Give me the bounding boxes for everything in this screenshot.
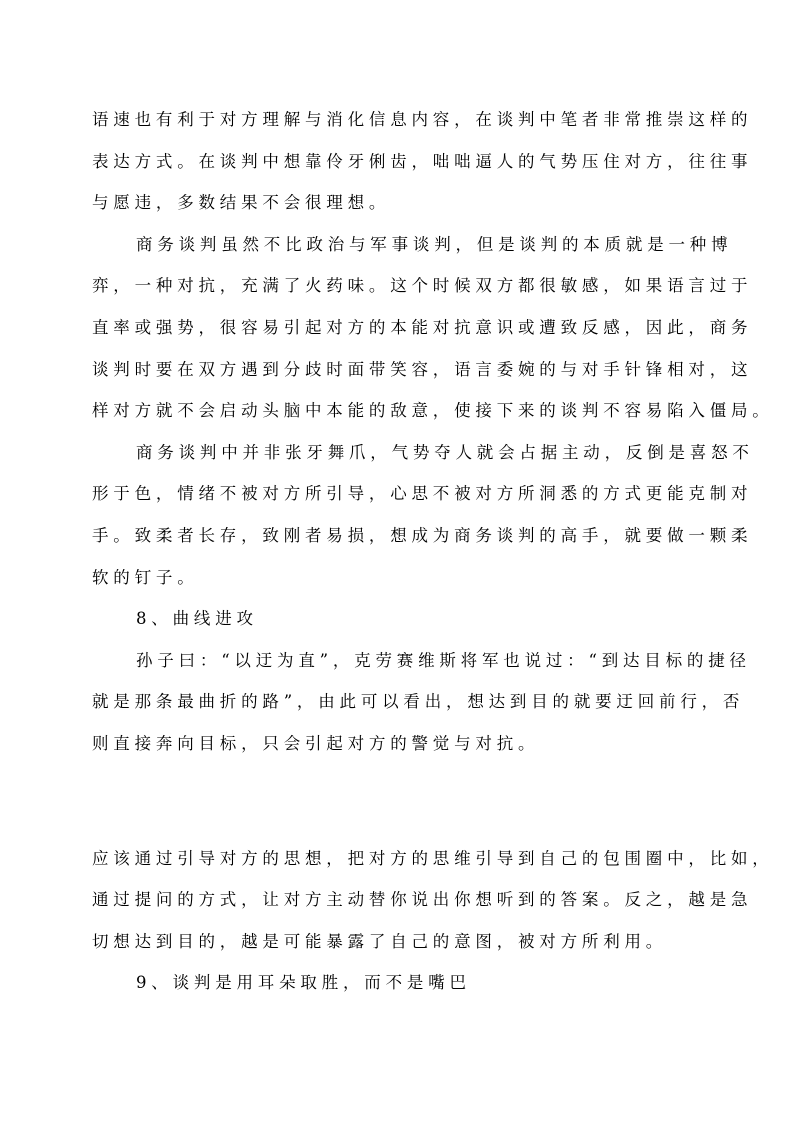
text-line: 手。致柔者长存，致刚者易损，想成为商务谈判的高手，就要做一颗柔 [92,525,753,545]
text-line: 谈判时要在双方遇到分歧时面带笑容，语言委婉的与对手针锋相对，这 [92,359,753,379]
text-line: 弈，一种对抗，充满了火药味。这个时候双方都很敏感，如果语言过于 [92,276,753,296]
paragraph-continuation-guide-thinking [92,838,774,963]
text-line: 语速也有利于对方理解与消化信息内容，在谈判中笔者非常推崇这样的 [92,110,753,129]
text-line: 直率或强势，很容易引起对方的本能对抗意识或遭致反感，因此，商务 [92,317,753,337]
text-line: 形于色，情绪不被对方所引导，心思不被对方所洞悉的方式更能克制对 [92,484,753,504]
text-line: 与愿违，多数结果不会很理想。 [92,193,391,213]
text-line: 样对方就不会启动头脑中本能的敌意，使接下来的谈判不容易陷入僵局。 [92,401,774,421]
paragraph-soft-nail [92,432,754,598]
text-line: 则直接奔向目标，只会引起对方的警觉与对抗。 [92,733,540,753]
paragraph-continuation-speech-pace [92,99,753,224]
page-gap [92,765,672,838]
paragraph-sunzi-quote [92,640,751,765]
text-line: 表达方式。在谈判中想靠伶牙俐齿，咄咄逼人的气势压住对方，往往事 [92,151,753,171]
section-heading-8: 8、曲线进攻 [136,609,258,629]
text-line: 通过提问的方式，让对方主动替你说出你想听到的答案。反之，越是急 [92,890,753,910]
text-line: 商务谈判中并非张牙舞爪，气势夺人就会占据主动，反倒是喜怒不 [136,442,754,462]
section-heading-9: 9、谈判是用耳朵取胜，而不是嘴巴 [136,973,471,993]
text-line: 就是那条最曲折的路”，由此可以看出，想达到目的就要迂回前行，否 [92,692,745,712]
text-line: 应该通过引导对方的思想，把对方的思维引导到自己的包围圈中，比如， [92,848,774,868]
document-page [92,99,774,1004]
paragraph-negotiation-game [92,224,774,432]
text-line: 商务谈判虽然不比政治与军事谈判，但是谈判的本质就是一种博 [136,234,733,254]
text-line: 孙子曰：“以迂为直”，克劳赛维斯将军也说过：“到达目标的捷径 [136,650,751,670]
text-line: 软的钉子。 [92,567,199,587]
text-line: 切想达到目的，越是可能暴露了自己的意图，被对方所利用。 [92,931,668,951]
